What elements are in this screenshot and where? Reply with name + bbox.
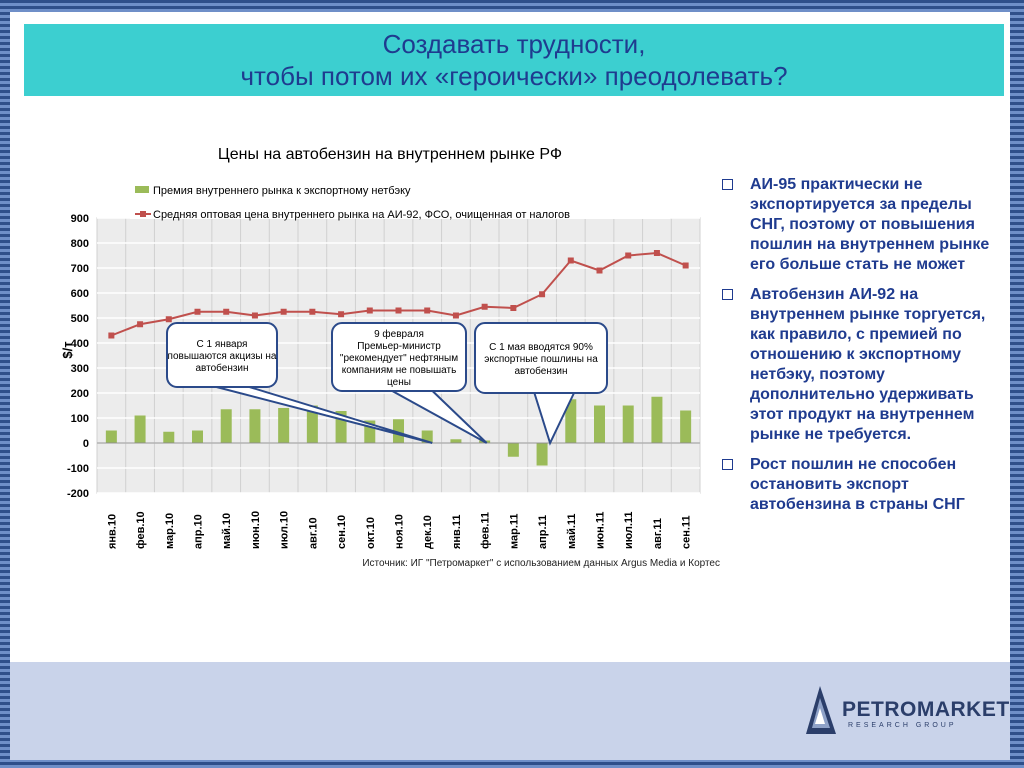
x-tick-label: окт.10: [364, 517, 377, 549]
price-point: [510, 305, 516, 311]
price-point: [281, 309, 287, 315]
x-tick-label: янв.10: [106, 513, 119, 549]
price-point: [654, 250, 660, 256]
callout-text: повышаются акцизы на: [167, 351, 277, 362]
price-point: [108, 333, 114, 339]
x-tick-label: сен.10: [336, 514, 349, 549]
bar: [106, 431, 117, 444]
y-tick-label: -100: [66, 463, 89, 475]
petromarket-logo: [804, 680, 1010, 740]
x-tick-label: янв.11: [450, 514, 463, 549]
price-point: [597, 268, 603, 274]
x-tick-label: авг.10: [307, 517, 320, 549]
x-tick-label: июн.11: [594, 511, 607, 549]
header-line-1: Создавать трудности,: [382, 29, 646, 59]
bullet-box-icon: [722, 289, 733, 300]
price-point: [223, 309, 229, 315]
price-point: [195, 309, 201, 315]
price-point: [539, 291, 545, 297]
x-tick-label: авг.11: [651, 517, 664, 549]
legend-swatch-bar: [135, 186, 149, 193]
x-tick-label: май.11: [565, 513, 578, 549]
y-axis-label: $/т: [60, 341, 75, 359]
bullet-box-icon: [722, 459, 733, 470]
x-tick-label: апр.10: [192, 514, 205, 549]
price-point: [137, 321, 143, 327]
price-point: [252, 313, 258, 319]
y-tick-label: 600: [70, 288, 89, 300]
bullet-item: [722, 455, 997, 515]
x-tick-label: фев.10: [135, 511, 148, 549]
bar: [651, 397, 662, 443]
x-tick-label: апр.11: [537, 514, 550, 549]
legend-label-line: Средняя оптовая цена внутреннего рынка на АИ-92, ФСО, очищенная от налогов: [153, 209, 570, 221]
price-point: [683, 263, 689, 269]
x-tick-label: май.10: [221, 512, 234, 549]
y-tick-label: 800: [70, 238, 89, 250]
price-point: [367, 308, 373, 314]
bullet-text: Автобензин АИ-92 на внутреннем рынке торгуется, как правило, с премией по отношению к экспортному нетбэку, поэтому дополнительно удерживать этот продукт на внутреннем рынке не требуется.: [750, 286, 986, 443]
x-tick-label: дек.10: [422, 515, 435, 549]
x-tick-label: мар.11: [508, 513, 521, 549]
bar: [221, 409, 232, 443]
price-point: [424, 308, 430, 314]
y-tick-label: 400: [70, 338, 89, 350]
x-tick-label: ноя.10: [393, 514, 406, 549]
y-tick-label: 500: [70, 313, 89, 325]
bullet-text: АИ-95 практически не экспортируется за пределы СНГ, поэтому от повышения пошлин на внутреннем рынке его больше стать не может: [750, 176, 990, 273]
bar: [508, 443, 519, 457]
bullet-list: [722, 175, 997, 525]
legend-swatch-marker: [140, 211, 146, 217]
bullet-item: [722, 175, 997, 275]
bar: [594, 406, 605, 444]
petromarket-logo-icon: [804, 684, 840, 736]
chart-title: Цены на автобензин на внутреннем рынке РФ: [217, 146, 563, 163]
callout-text: Премьер-министр: [357, 341, 441, 352]
bar: [192, 431, 203, 444]
bar: [680, 411, 691, 444]
y-tick-label: 300: [70, 363, 89, 375]
callout-text: "рекомендует" нефтяным: [339, 353, 459, 364]
price-point: [568, 258, 574, 264]
x-tick-label: июл.10: [278, 510, 291, 549]
y-tick-label: 900: [70, 213, 89, 225]
price-point: [166, 316, 172, 322]
bullet-text: Рост пошлин не способен остановить экспорт автобензина в страны СНГ: [750, 456, 965, 513]
x-tick-label: сен.11: [680, 515, 693, 549]
callout-text: С 1 января: [196, 339, 248, 350]
callout-text: С 1 мая вводятся 90%: [489, 342, 593, 353]
bar: [249, 409, 260, 443]
callout-text: экспортные пошлины на: [484, 354, 598, 365]
x-tick-label: фев.11: [479, 511, 492, 549]
bar: [278, 408, 289, 443]
price-point: [396, 308, 402, 314]
callout-text: 9 февраля: [374, 329, 424, 340]
bar: [537, 443, 548, 466]
bar: [623, 406, 634, 444]
bar: [163, 432, 174, 443]
bullet-box-icon: [722, 179, 733, 190]
callout-text: цены: [387, 377, 411, 388]
logo-name: PETROMARKET: [842, 698, 1010, 721]
y-tick-label: 0: [82, 438, 89, 450]
price-point: [625, 253, 631, 259]
y-tick-label: 100: [70, 413, 89, 425]
price-point: [453, 313, 459, 319]
source-note: Источник: ИГ "Петромаркет" с использованием данных Argus Media и Кортес: [362, 558, 720, 569]
bar: [450, 439, 461, 443]
legend-label-bar: Премия внутреннего рынка к экспортному нетбэку: [153, 185, 411, 197]
logo-sub: RESEARCH GROUP: [848, 722, 957, 729]
chart-area: [60, 175, 720, 560]
bar: [135, 416, 146, 444]
y-tick-label: 700: [70, 263, 89, 275]
x-tick-label: мар.10: [163, 512, 176, 549]
header-line-2: чтобы потом их «героически» преодолевать?: [240, 61, 788, 91]
price-point: [338, 311, 344, 317]
x-tick-label: июн.10: [249, 510, 262, 549]
callout-text: компаниям не повышать: [341, 365, 457, 376]
y-tick-label: -200: [66, 488, 89, 500]
price-point: [482, 304, 488, 310]
x-tick-label: июл.11: [623, 511, 636, 549]
bullet-item: [722, 285, 997, 445]
y-tick-label: 200: [70, 388, 89, 400]
callout-text: автобензин: [514, 366, 568, 377]
callout-text: автобензин: [195, 363, 249, 374]
price-point: [309, 309, 315, 315]
slide-header: [24, 24, 1004, 96]
